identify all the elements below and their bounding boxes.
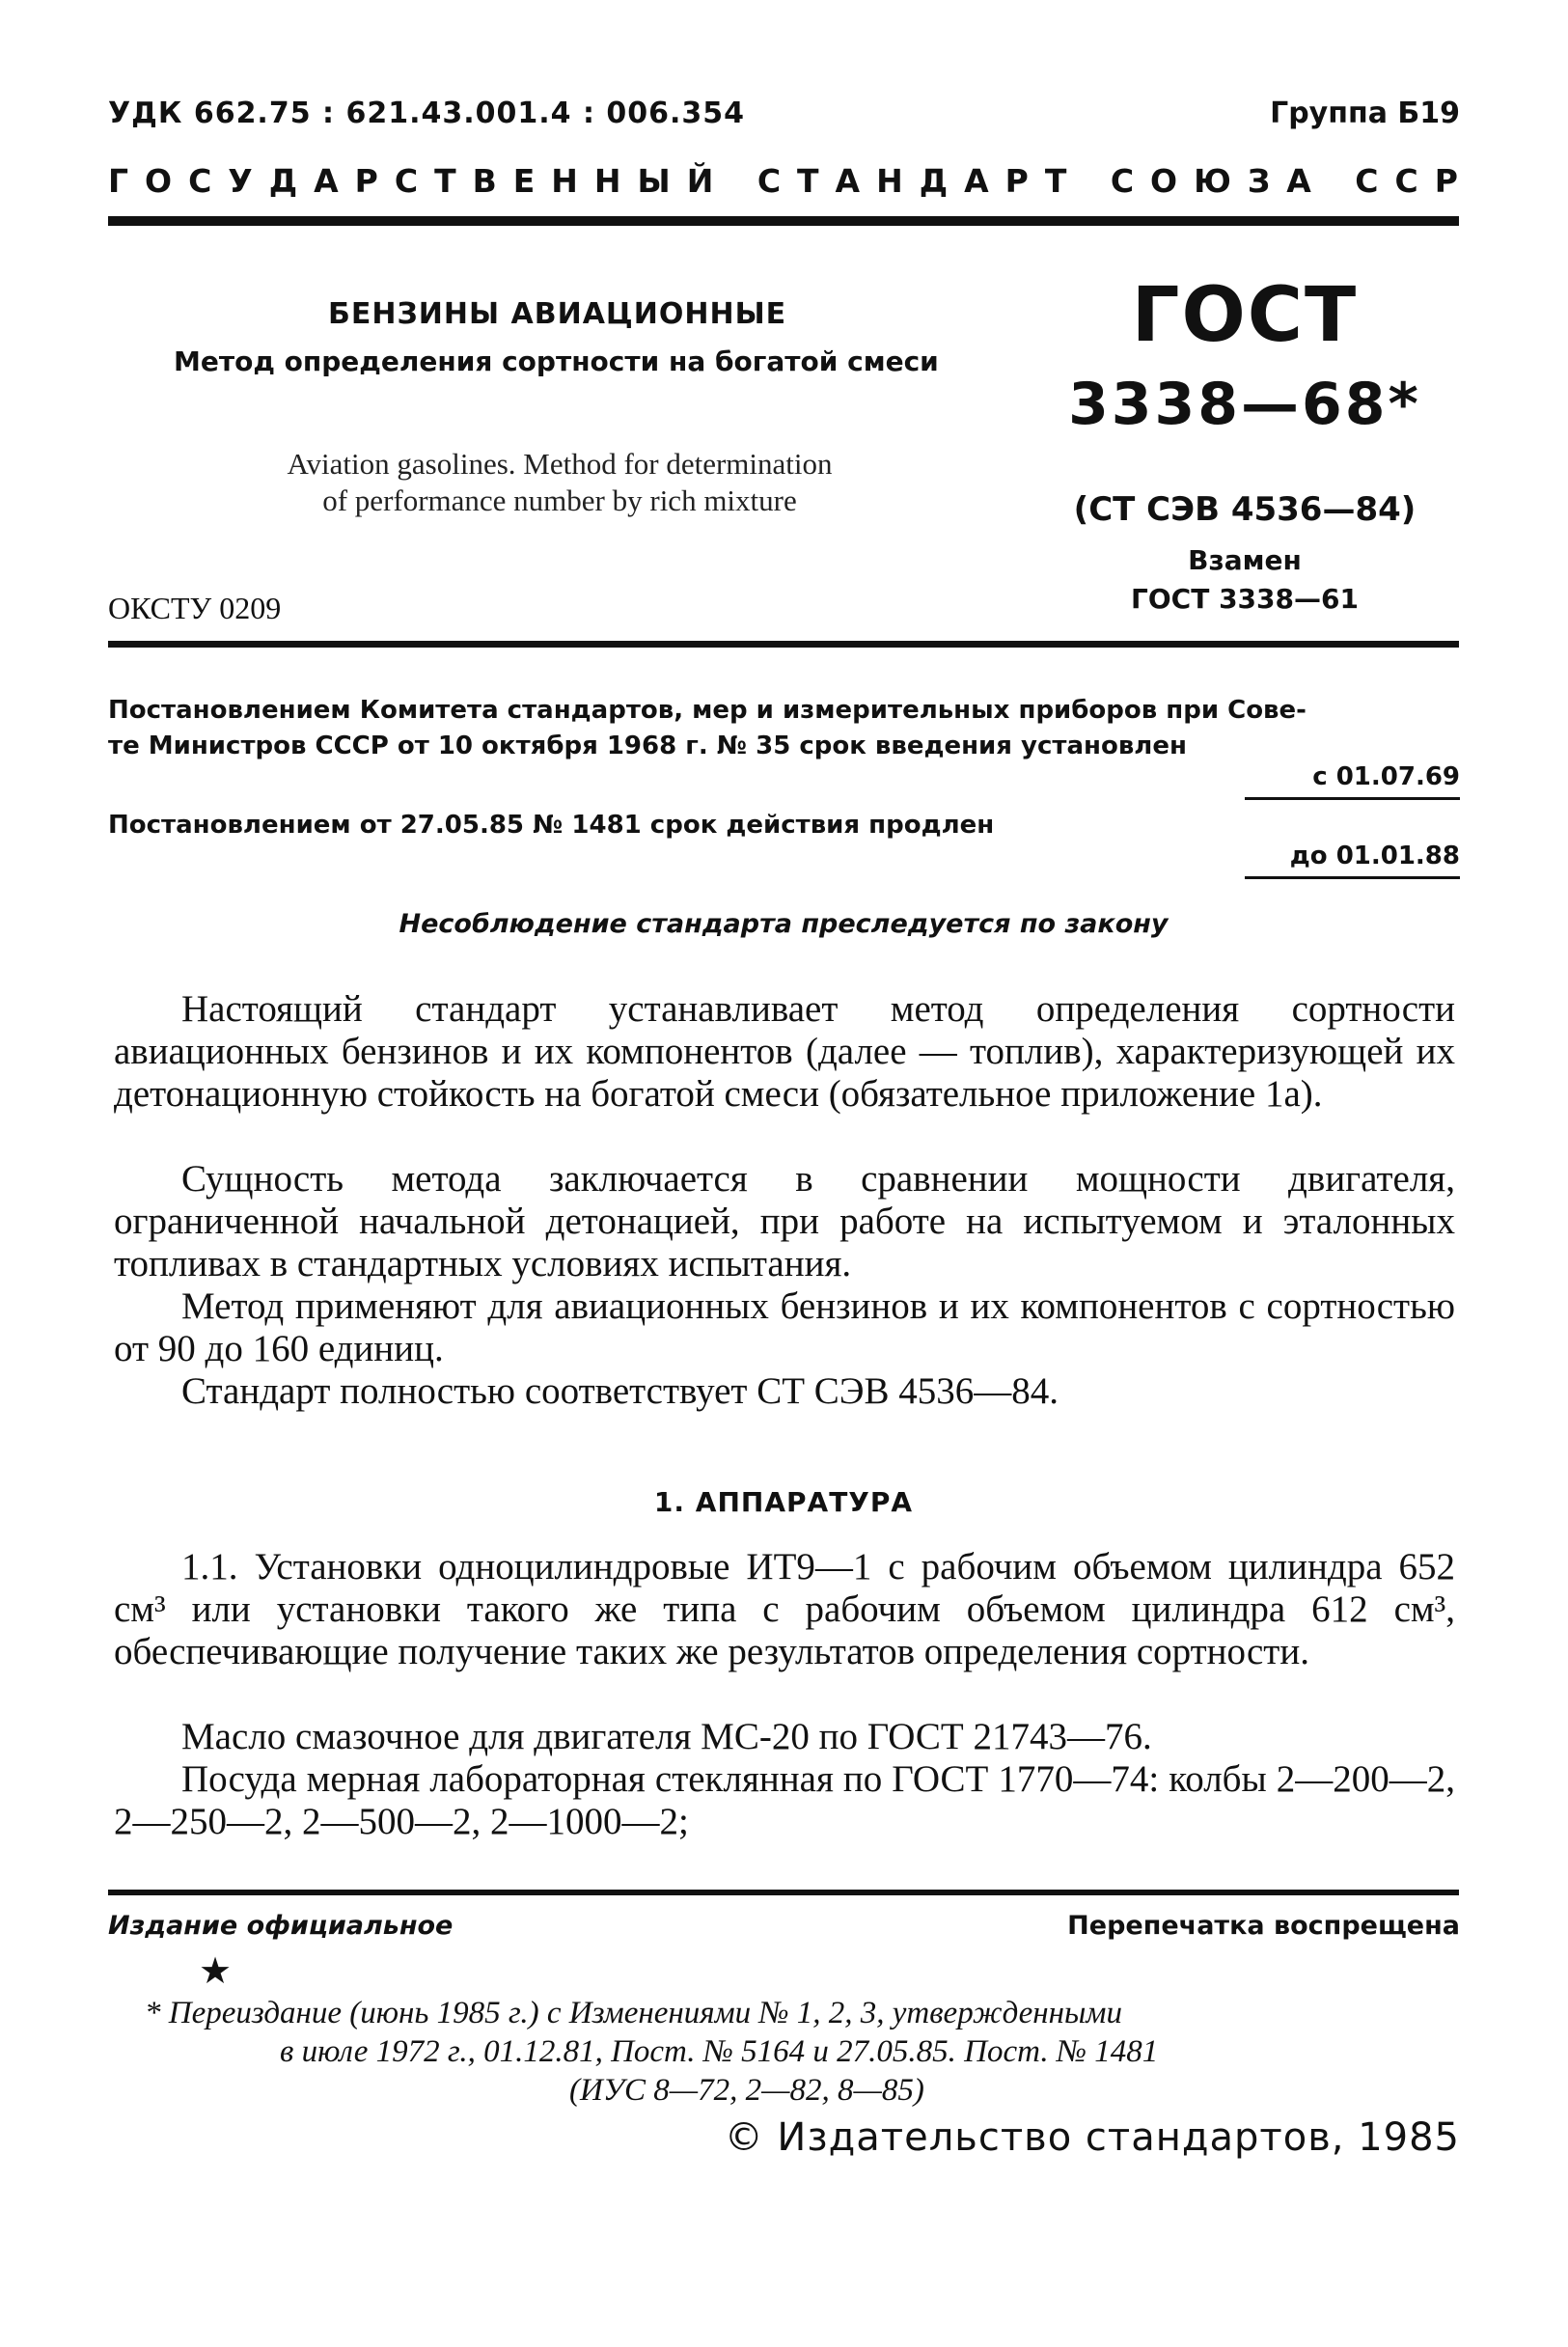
extension-date-underline bbox=[1245, 876, 1460, 879]
footnote-line-3: (ИУС 8—72, 2—82, 8—85) bbox=[569, 2073, 924, 2108]
title-divider bbox=[108, 641, 1459, 648]
effective-date: с 01.07.69 bbox=[1312, 762, 1460, 791]
section-title-apparatus: 1. АППАРАТУРА bbox=[653, 1486, 914, 1518]
replaces-label: Взамен bbox=[1188, 544, 1302, 576]
okstu-code: ОКСТУ 0209 bbox=[108, 591, 282, 625]
udk-code: УДК 662.75 : 621.43.001.4 : 006.354 bbox=[108, 97, 746, 130]
decree-line-2: те Министров СССР от 10 октября 1968 г. № 35 срок введения установлен bbox=[108, 732, 1187, 760]
paragraph-1-1-text: 1.1. Установки одноцилиндровые ИТ9—1 с рабочим объемом цилиндра 652 см³ или установки такого же типа с рабочим объемом цилиндра 612 см³, обеспечивающие получение таких же результатов определения сортности. bbox=[114, 1546, 1455, 1672]
paragraph-essence-text: Сущность метода заключается в сравнении мощности двигателя, ограниченной начальной детонацией, при работе на испытуемом и эталонных топливах в стандартных условиях испытания. bbox=[114, 1158, 1455, 1284]
extension-date: до 01.01.88 bbox=[1289, 842, 1460, 870]
footnote-line-2: в июле 1972 г., 01.12.81, Пост. № 5164 и 27.05.85. Пост. № 1481 bbox=[280, 2034, 1159, 2069]
gost-label: ГОСТ bbox=[1131, 272, 1359, 359]
footer-divider bbox=[108, 1890, 1459, 1895]
official-edition-label: Издание официальное bbox=[108, 1911, 454, 1941]
copyright-notice: © Издательство стандартов, 1985 bbox=[724, 2115, 1460, 2160]
document-title: БЕНЗИНЫ АВИАЦИОННЫЕ bbox=[328, 297, 787, 331]
footnote-line-1: * Переиздание (июнь 1985 г.) с Изменениями № 1, 2, 3, утвержденными bbox=[145, 1996, 1122, 2030]
paragraph-oil-text: Масло смазочное для двигателя МС-20 по ГОСТ 21743—76. bbox=[181, 1716, 1152, 1757]
paragraph-scope bbox=[114, 988, 1455, 1116]
group-code: Группа Б19 bbox=[1270, 97, 1460, 130]
decree-text bbox=[108, 693, 1459, 764]
paragraph-application-text: Метод применяют для авиационных бензинов и их компонентов с сортностью от 90 до 160 единиц. bbox=[114, 1285, 1455, 1369]
paragraph-glassware-text: Посуда мерная лабораторная стеклянная по ГОСТ 1770—74: колбы 2—200—2, 2—250—2, 2—500—2, 2—1000—2; bbox=[114, 1758, 1455, 1842]
replaces-value: ГОСТ 3338—61 bbox=[1131, 583, 1359, 615]
paragraph-compliance-text: Стандарт полностью соответствует СТ СЭВ 4536—84. bbox=[181, 1370, 1059, 1412]
paragraph-glassware bbox=[114, 1758, 1455, 1843]
document-subtitle: Метод определения сортности на богатой смеси bbox=[174, 345, 939, 377]
paragraph-essence bbox=[114, 1158, 1455, 1285]
paragraph-1-1 bbox=[114, 1546, 1455, 1673]
paragraph-scope-text: Настоящий стандарт устанавливает метод определения сортности авиационных бензинов и их компонентов (далее — топлив), характеризующей их детонационную стойкость на богатой смеси (обязательное приложение 1а). bbox=[114, 988, 1455, 1115]
decree-line-1: Постановлением Комитета стандартов, мер и измерительных приборов при Сове- bbox=[108, 696, 1307, 725]
reprint-prohibited-label: Перепечатка воспрещена bbox=[1067, 1911, 1460, 1941]
english-title-line-2: of performance number by rich mixture bbox=[322, 483, 797, 517]
paragraph-oil bbox=[114, 1716, 1455, 1758]
reissue-footnote bbox=[145, 1994, 1467, 2110]
legal-warning: Несоблюдение стандарта преследуется по закону bbox=[399, 909, 1169, 939]
extension-text: Постановлением от 27.05.85 № 1481 срок действия продлен bbox=[108, 811, 995, 840]
header-divider bbox=[108, 216, 1459, 226]
effective-date-underline bbox=[1245, 797, 1460, 800]
english-title bbox=[174, 446, 946, 519]
star-icon: ★ bbox=[199, 1951, 233, 1992]
st-sev-reference: (СТ СЭВ 4536—84) bbox=[1073, 490, 1417, 529]
state-standard-banner: ГОСУДАРСТВЕННЫЙ СТАНДАРТ СОЮЗА ССР bbox=[108, 162, 1474, 200]
english-title-line-1: Aviation gasolines. Method for determination bbox=[287, 447, 833, 481]
paragraph-application bbox=[114, 1285, 1455, 1370]
gost-number: 3338—68* bbox=[1068, 371, 1421, 438]
paragraph-compliance bbox=[114, 1370, 1455, 1413]
